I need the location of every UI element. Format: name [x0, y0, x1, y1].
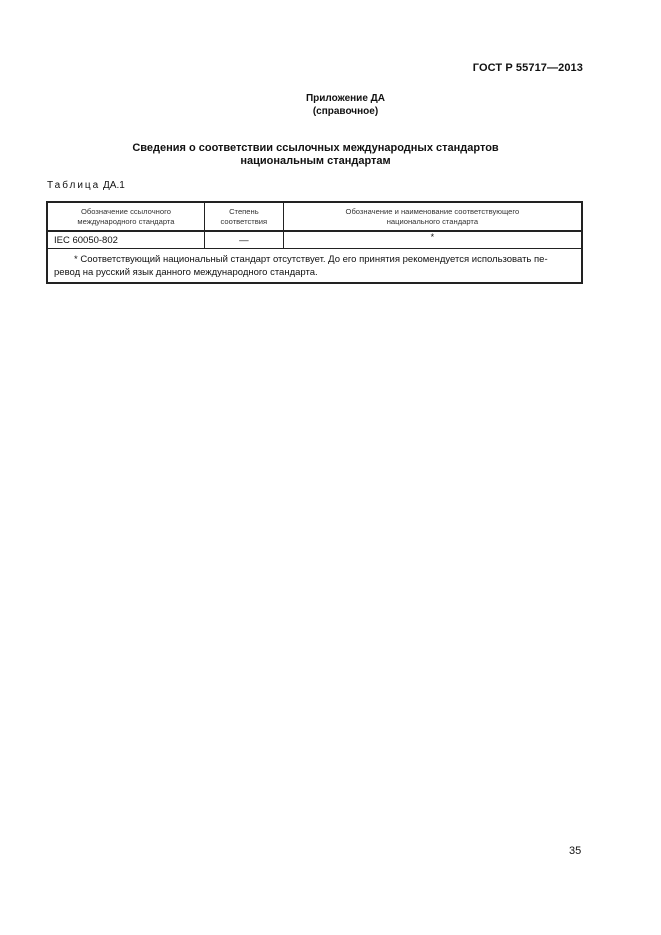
table-note-row — [47, 249, 582, 284]
annex-subtitle: (справочное) — [312, 106, 379, 117]
section-heading — [0, 142, 661, 168]
document-code: ГОСТ Р 55717—2013 — [472, 62, 583, 74]
annex-title: Приложение ДА — [305, 93, 386, 104]
footnote-line2: ревод на русский язык данного международного стандарта. — [54, 267, 318, 278]
table-row — [47, 231, 582, 249]
header-national-standard: Обозначение и наименование соответствующего национального стандарта — [283, 202, 582, 231]
cell-degree: — — [204, 231, 283, 249]
table-caption-word: Таблица — [47, 180, 101, 191]
page-number: 35 — [569, 845, 582, 857]
table-caption — [47, 180, 125, 191]
table-footnote — [47, 249, 582, 284]
cell-national: * — [283, 231, 582, 249]
annex-heading — [0, 92, 661, 118]
section-title-line2: национальным стандартам — [240, 155, 391, 167]
table-caption-number: ДА.1 — [103, 180, 125, 191]
header-international-standard: Обозначение ссылочного международного стандарта — [47, 202, 204, 231]
section-title-line1: Сведения о соответствии ссылочных международных стандартов — [132, 142, 499, 154]
table-header-row — [47, 202, 582, 231]
cell-standard: IEC 60050-802 — [47, 231, 204, 249]
header-degree-of-conformity: Степень соответствия — [204, 202, 283, 231]
reference-standards-table — [46, 201, 583, 284]
footnote-marker: * — [74, 254, 78, 265]
footnote-line1: Соответствующий национальный стандарт отсутствует. До его принятия рекомендуется использовать пе- — [80, 254, 548, 265]
